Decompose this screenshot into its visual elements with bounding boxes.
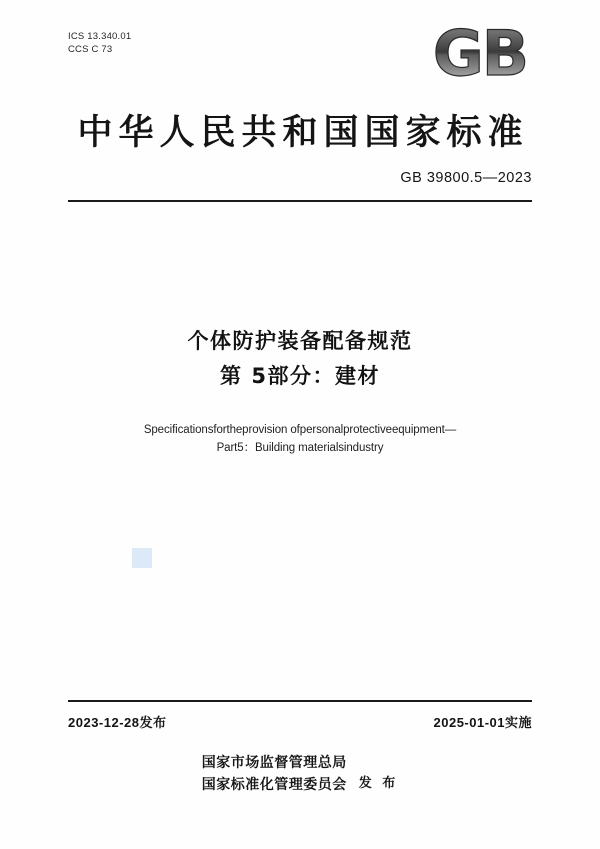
issuing-authority [0, 752, 600, 796]
divider-top [68, 200, 532, 202]
issue-date: 2023-12-28发布 [68, 715, 167, 730]
issuer-line-1: 国家市场监督管理总局 [201, 755, 347, 771]
english-title-line2: Part5：Building materialsindustry [216, 442, 384, 454]
document-title-line2: 第 5部分：建材 [220, 364, 380, 388]
classification-codes [68, 30, 131, 56]
divider-bottom [68, 700, 532, 702]
svg-text:GB: GB [432, 22, 528, 84]
issue-word: 发 布 [358, 776, 399, 791]
gb-emblem-icon [420, 22, 540, 84]
issuer-line-2: 国家标准化管理委员会 [201, 777, 347, 793]
ccs-code: CCS C 73 [68, 44, 113, 55]
english-title-line1: Specificationsfortheprovision ofpersonalprotectiveequipment— [143, 424, 457, 436]
effective-date: 2025-01-01实施 [433, 715, 532, 730]
document-title-line1: 个体防护装备配备规范 [187, 329, 413, 353]
standard-number: GB 39800.5—2023 [400, 170, 532, 186]
page-title: 中华人民共和国国家标准 [77, 113, 529, 153]
blue-marker [132, 548, 152, 568]
ics-code: ICS 13.340.01 [68, 31, 132, 42]
